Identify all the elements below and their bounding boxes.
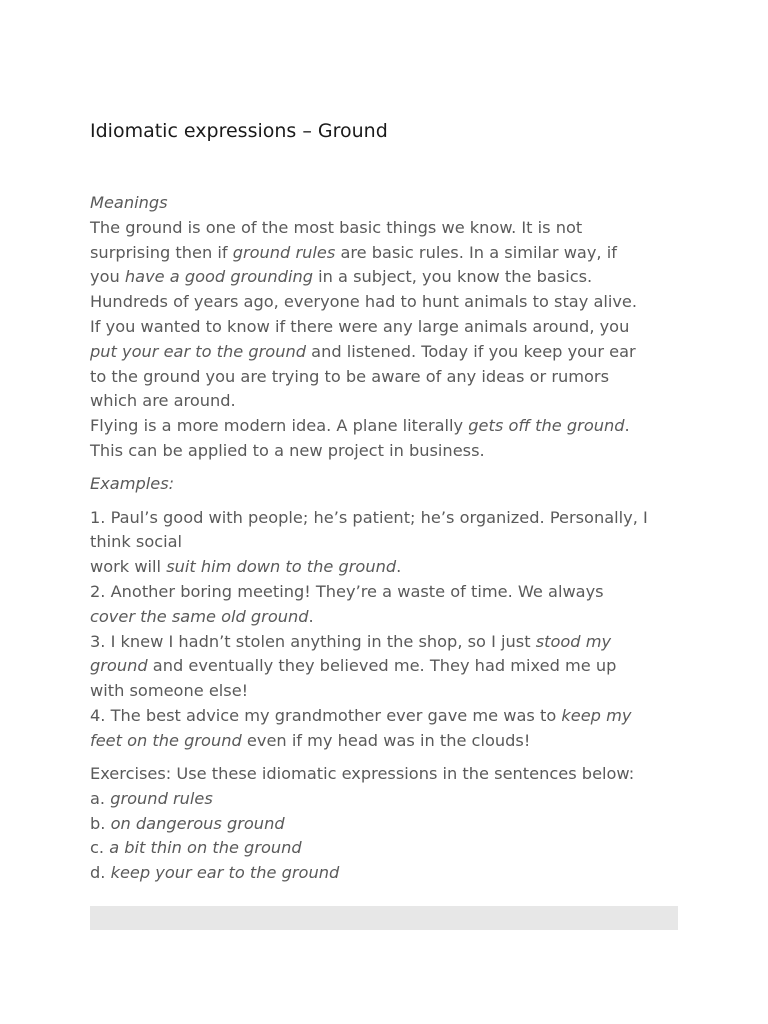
italic-phrase: ground: [90, 656, 148, 676]
text-run: 3. I knew I hadn’t stolen anything in the shop, so I just: [90, 631, 536, 651]
text-run: Exercises: Use these idiomatic expressions in the sentences below:: [90, 764, 635, 784]
italic-phrase: ground rules: [110, 788, 213, 808]
text-line: [90, 290, 690, 315]
document-body: [90, 191, 690, 886]
italic-phrase: a bit thin on the ground: [109, 838, 302, 858]
text-run: are basic rules. In a similar way, if: [335, 242, 617, 262]
text-line: [90, 654, 690, 679]
italic-phrase: have a good grounding: [124, 267, 313, 287]
text-line: [90, 787, 690, 812]
text-run: which are around.: [90, 391, 236, 411]
text-line: [90, 241, 690, 266]
text-run: .: [308, 606, 314, 626]
text-run: even if my head was in the clouds!: [241, 730, 531, 750]
text-run: d.: [90, 863, 111, 883]
text-line: [90, 729, 690, 754]
text-run: Hundreds of years ago, everyone had to hunt animals to stay alive.: [90, 292, 638, 312]
text-line: [90, 679, 690, 704]
text-run: a.: [90, 788, 111, 808]
text-line: [90, 836, 690, 861]
text-run: 1. Paul’s good with people; he’s patient; he’s organized. Personally, I: [90, 507, 648, 527]
text-run: If you wanted to know if there were any large animals around, you: [90, 316, 630, 336]
text-line: [90, 704, 690, 729]
text-line: [90, 762, 690, 787]
text-run: 4. The best advice my grandmother ever gave me was to: [90, 705, 562, 725]
italic-phrase: on dangerous ground: [110, 813, 285, 833]
text-run: work will: [90, 557, 167, 577]
text-line: [90, 365, 690, 390]
text-line: [90, 530, 690, 555]
italic-phrase: gets off the ground: [468, 416, 625, 436]
text-run: surprising then if: [90, 242, 233, 262]
italic-phrase: keep your ear to the ground: [110, 863, 340, 883]
text-line: [90, 506, 690, 531]
text-line: [90, 555, 690, 580]
text-line: [90, 389, 690, 414]
text-run: with someone else!: [90, 681, 249, 701]
text-run: .: [624, 416, 630, 436]
text-line: [90, 472, 690, 497]
paragraph-gap: [90, 464, 690, 473]
text-run: The ground is one of the most basic things we know. It is not: [90, 217, 583, 237]
text-line: [90, 812, 690, 837]
text-run: to the ground you are trying to be aware of any ideas or rumors: [90, 366, 610, 386]
text-run: in a subject, you know the basics.: [312, 267, 593, 287]
italic-phrase: cover the same old ground: [90, 606, 309, 626]
italic-phrase: Examples:: [90, 474, 175, 494]
text-run: b.: [90, 813, 111, 833]
text-line: [90, 315, 690, 340]
italic-phrase: ground rules: [232, 242, 336, 262]
text-run: you: [90, 267, 125, 287]
text-run: and listened. Today if you keep your ear: [306, 341, 636, 361]
paragraph-gap: [90, 497, 690, 506]
text-run: think social: [90, 532, 183, 552]
text-line: [90, 630, 690, 655]
text-run: .: [396, 557, 402, 577]
text-line: [90, 861, 690, 886]
text-line: [90, 605, 690, 630]
text-line: [90, 414, 690, 439]
italic-phrase: keep my: [561, 705, 632, 725]
text-run: and eventually they believed me. They had mixed me up: [147, 656, 617, 676]
text-line: [90, 340, 690, 365]
text-line: [90, 265, 690, 290]
text-line: [90, 191, 690, 216]
footer-bar: [90, 906, 678, 930]
text-line: [90, 580, 690, 605]
italic-phrase: stood my: [535, 631, 612, 651]
text-line: [90, 216, 690, 241]
text-run: This can be applied to a new project in business.: [90, 440, 485, 460]
italic-phrase: feet on the ground: [90, 730, 242, 750]
italic-phrase: suit him down to the ground: [166, 557, 397, 577]
paragraph-gap: [90, 754, 690, 763]
text-run: Flying is a more modern idea. A plane literally: [90, 416, 469, 436]
italic-phrase: put your ear to the ground: [90, 341, 306, 361]
text-line: [90, 439, 690, 464]
page-title: Idiomatic expressions – Ground: [90, 120, 388, 142]
text-run: c.: [90, 838, 110, 858]
text-run: 2. Another boring meeting! They’re a waste of time. We always: [90, 581, 604, 601]
italic-phrase: Meanings: [90, 193, 168, 212]
